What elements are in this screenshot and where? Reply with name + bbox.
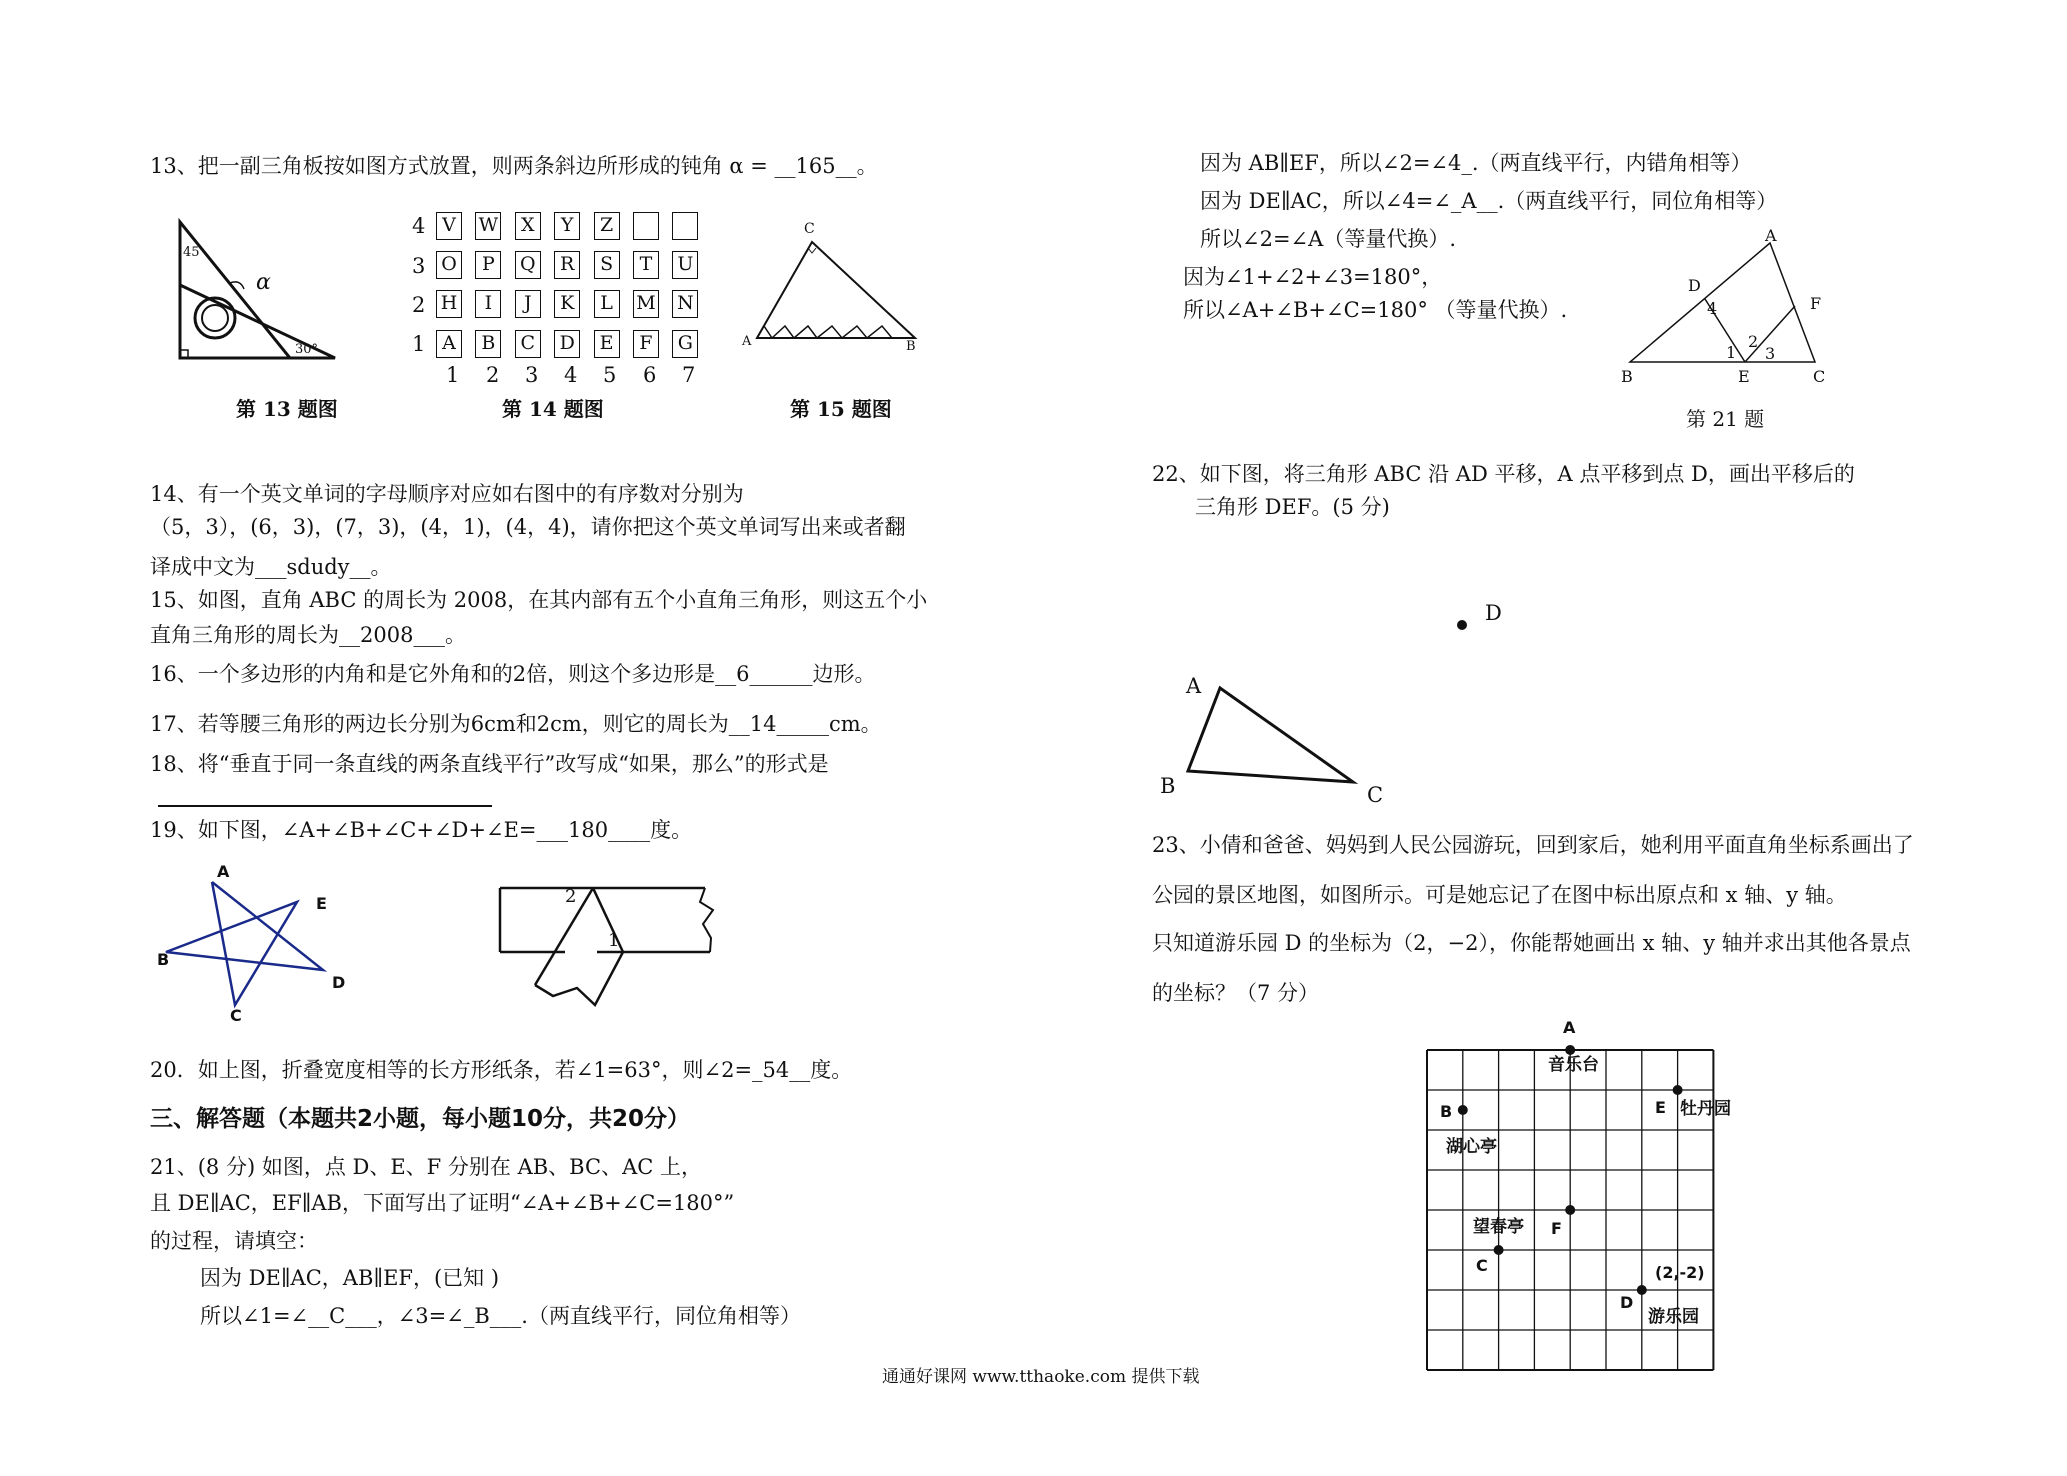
- label-30: 30°: [295, 342, 319, 357]
- fig21-label-C: C: [1813, 367, 1826, 386]
- small-right-triangles: [757, 326, 892, 338]
- letter-cell: L: [594, 290, 620, 318]
- letter-cell: D: [554, 330, 580, 358]
- letter-cell: Q: [515, 251, 541, 279]
- row-number: 2: [412, 293, 426, 317]
- label-B: B: [906, 339, 916, 354]
- question-23-line2: 公园的景区地图，如图所示。可是她忘记了在图中标出原点和 x 轴、y 轴。: [1152, 883, 1847, 907]
- star-label-A: A: [217, 862, 230, 881]
- question-14-line3: 译成中文为___sdudy__。: [150, 555, 392, 579]
- map-name-C: 望春亭: [1473, 1217, 1524, 1237]
- fig21-label-B: B: [1621, 367, 1633, 386]
- map-label-A: A: [1563, 1018, 1576, 1037]
- question-21-line5: 所以∠1=∠__C___，∠3=∠_B___.（两直线平行，同位角相等）: [200, 1304, 801, 1328]
- question-21-line1: 21、(8 分) 如图，点 D、E、F 分别在 AB、BC、AC 上，: [150, 1155, 702, 1179]
- proof-line-3: 所以∠2=∠A（等量代换）.: [1200, 227, 1456, 251]
- star-label-E: E: [316, 894, 327, 913]
- map-coord-D: (2,-2): [1655, 1263, 1705, 1282]
- letter-cell: T: [633, 251, 659, 279]
- letter-cell: M: [633, 290, 659, 318]
- question-17: 17、若等腰三角形的两边长分别为6cm和2cm，则它的周长为__14_____cm。: [150, 712, 882, 736]
- row-number: 1: [412, 332, 426, 356]
- letter-cell: R: [554, 251, 580, 279]
- triangle-45: [180, 222, 290, 358]
- map-point-F: [1565, 1205, 1575, 1215]
- strip-right-edge: [700, 888, 713, 952]
- letter-cell: W: [475, 212, 501, 240]
- map-label-E: E: [1655, 1098, 1666, 1117]
- question-23-line1: 23、小倩和爸爸、妈妈到人民公园游玩，回到家后，她利用平面直角坐标系画出了: [1152, 833, 1914, 857]
- letter-cell: S: [594, 251, 620, 279]
- map-label-C: C: [1476, 1256, 1488, 1275]
- letter-cell: X: [515, 212, 541, 240]
- question-13: 13、把一副三角板按如图方式放置，则两条斜边所形成的钝角 α = __165__。: [150, 154, 878, 178]
- circle-hole-inner: [202, 305, 228, 331]
- question-16: 16、一个多边形的内角和是它外角和的2倍，则这个多边形是__6______边形。: [150, 662, 876, 686]
- folded-part: [535, 952, 623, 1005]
- map-label-D: D: [1620, 1293, 1634, 1312]
- answer-line-18: [158, 805, 492, 807]
- letter-cell: [633, 212, 659, 240]
- question-23-line3: 只知道游乐园 D 的坐标为（2，−2），你能帮她画出 x 轴、y 轴并求出其他各景点: [1152, 931, 1911, 955]
- caption-15: 第 15 题图: [790, 397, 892, 421]
- star-lines: [166, 882, 323, 1005]
- triangle-abc: [1630, 243, 1815, 362]
- map-point-E: [1673, 1085, 1683, 1095]
- fig22-label-C: C: [1367, 783, 1384, 807]
- question-14-line1: 14、有一个英文单词的字母顺序对应如右图中的有序数对分别为: [150, 482, 744, 506]
- letter-cell: Z: [594, 212, 620, 240]
- fig21-angle-4: 4: [1707, 299, 1718, 318]
- letter-cell: U: [672, 251, 698, 279]
- fig22-label-D: D: [1485, 601, 1502, 625]
- map-point-D: [1637, 1285, 1647, 1295]
- col-number: 6: [643, 363, 657, 387]
- question-21-line2: 且 DE∥AC，EF∥AB，下面写出了证明“∠A+∠B+∠C=180°”: [150, 1191, 735, 1215]
- question-21-line4: 因为 DE∥AC，AB∥EF，(已知 ): [200, 1266, 500, 1290]
- label-45: 45: [183, 245, 200, 260]
- letter-cell: G: [672, 330, 698, 358]
- fig21-label-E: E: [1738, 367, 1750, 386]
- triangle-abc: [757, 242, 915, 338]
- letter-cell: [672, 212, 698, 240]
- point-D-dot: [1457, 620, 1467, 630]
- letter-cell: H: [436, 290, 462, 318]
- fig21-angle-1: 1: [1726, 343, 1737, 362]
- figure-19-star: [160, 870, 340, 1020]
- proof-line-5: 所以∠A+∠B+∠C=180° （等量代换）.: [1183, 298, 1568, 322]
- figure-21-triangle: [1625, 238, 1825, 368]
- fold-angle-2: 2: [565, 886, 577, 907]
- fig21-angle-3: 3: [1765, 344, 1776, 363]
- question-21-line3: 的过程，请填空：: [150, 1229, 318, 1253]
- map-name-A: 音乐台: [1548, 1055, 1599, 1075]
- question-14-line2: （5，3），(6，3)，(7，3)，(4，1)，(4，4)，请你把这个英文单词写出来或者翻: [150, 515, 906, 539]
- letter-cell: V: [436, 212, 462, 240]
- letter-cell: O: [436, 251, 462, 279]
- letter-cell: Y: [554, 212, 580, 240]
- fig22-label-B: B: [1160, 774, 1176, 798]
- star-label-C: C: [230, 1006, 242, 1025]
- map-name-E: 牡丹园: [1680, 1099, 1731, 1119]
- proof-line-2: 因为 DE∥AC，所以∠4=∠_A__.（两直线平行，同位角相等）: [1200, 189, 1778, 213]
- letter-cell: P: [475, 251, 501, 279]
- col-number: 4: [564, 363, 578, 387]
- map-name-B: 湖心亭: [1446, 1137, 1497, 1157]
- letter-cell: F: [633, 330, 659, 358]
- question-19: 19、如下图，∠A+∠B+∠C+∠D+∠E=___180____度。: [150, 818, 693, 842]
- fold-line-2: [535, 888, 593, 985]
- col-number: 7: [682, 363, 696, 387]
- triangle-abc: [1188, 688, 1353, 782]
- label-A: A: [742, 334, 752, 349]
- letter-cell: K: [554, 290, 580, 318]
- col-number: 2: [486, 363, 500, 387]
- row-number: 3: [412, 254, 426, 278]
- letter-cell: I: [475, 290, 501, 318]
- caption-21: 第 21 题: [1686, 407, 1765, 431]
- col-number: 1: [446, 363, 460, 387]
- figure-15-triangle: [752, 235, 922, 345]
- question-22-line2: 三角形 DEF。(5 分): [1195, 495, 1390, 519]
- question-15-line2: 直角三角形的周长为__2008___。: [150, 623, 466, 647]
- caption-13: 第 13 题图: [236, 397, 338, 421]
- map-point-C: [1494, 1245, 1504, 1255]
- question-18: 18、将“垂直于同一条直线的两条直线平行”改写成“如果，那么”的形式是: [150, 752, 829, 776]
- map-name-D: 游乐园: [1648, 1307, 1699, 1327]
- question-20: 20．如上图，折叠宽度相等的长方形纸条，若∠1=63°，则∠2=_54__度。: [150, 1058, 853, 1082]
- letter-cell: E: [594, 330, 620, 358]
- caption-14: 第 14 题图: [502, 397, 604, 421]
- question-23-line4: 的坐标？（7 分）: [1152, 981, 1320, 1005]
- question-22-line1: 22、如下图，将三角形 ABC 沿 AD 平移，A 点平移到点 D，画出平移后的: [1152, 462, 1855, 486]
- letter-cell: N: [672, 290, 698, 318]
- proof-line-4: 因为∠1+∠2+∠3=180°，: [1183, 265, 1443, 289]
- label-C: C: [804, 221, 815, 237]
- star-label-D: D: [332, 973, 346, 992]
- letter-cell: A: [436, 330, 462, 358]
- label-alpha: α: [256, 270, 271, 295]
- fold-angle-1: 1: [608, 930, 620, 951]
- figure-22-triangle: [1175, 610, 1365, 790]
- map-point-A: [1565, 1045, 1575, 1055]
- letter-cell: J: [515, 290, 541, 318]
- footer-credit: 通通好课网 www.tthaoke.com 提供下载: [882, 1367, 1200, 1387]
- col-number: 5: [603, 363, 617, 387]
- letter-cell: C: [515, 330, 541, 358]
- proof-line-1: 因为 AB∥EF，所以∠2=∠4_.（两直线平行，内错角相等）: [1200, 151, 1752, 175]
- map-point-B: [1458, 1105, 1468, 1115]
- star-label-B: B: [157, 950, 170, 969]
- map-label-F: F: [1551, 1219, 1562, 1238]
- map-label-B: B: [1440, 1102, 1453, 1121]
- row-number: 4: [412, 214, 426, 238]
- fig21-label-A: A: [1765, 226, 1777, 245]
- fig21-label-D: D: [1688, 276, 1701, 295]
- question-15-line1: 15、如图，直角 ABC 的周长为 2008，在其内部有五个小直角三角形，则这五个小: [150, 588, 928, 612]
- section-3-heading: 三、解答题（本题共2小题，每小题10分，共20分）: [150, 1106, 691, 1132]
- fig21-label-F: F: [1810, 294, 1822, 313]
- letter-cell: B: [475, 330, 501, 358]
- fig21-angle-2: 2: [1748, 332, 1759, 351]
- fig22-label-A: A: [1186, 674, 1202, 698]
- col-number: 3: [525, 363, 539, 387]
